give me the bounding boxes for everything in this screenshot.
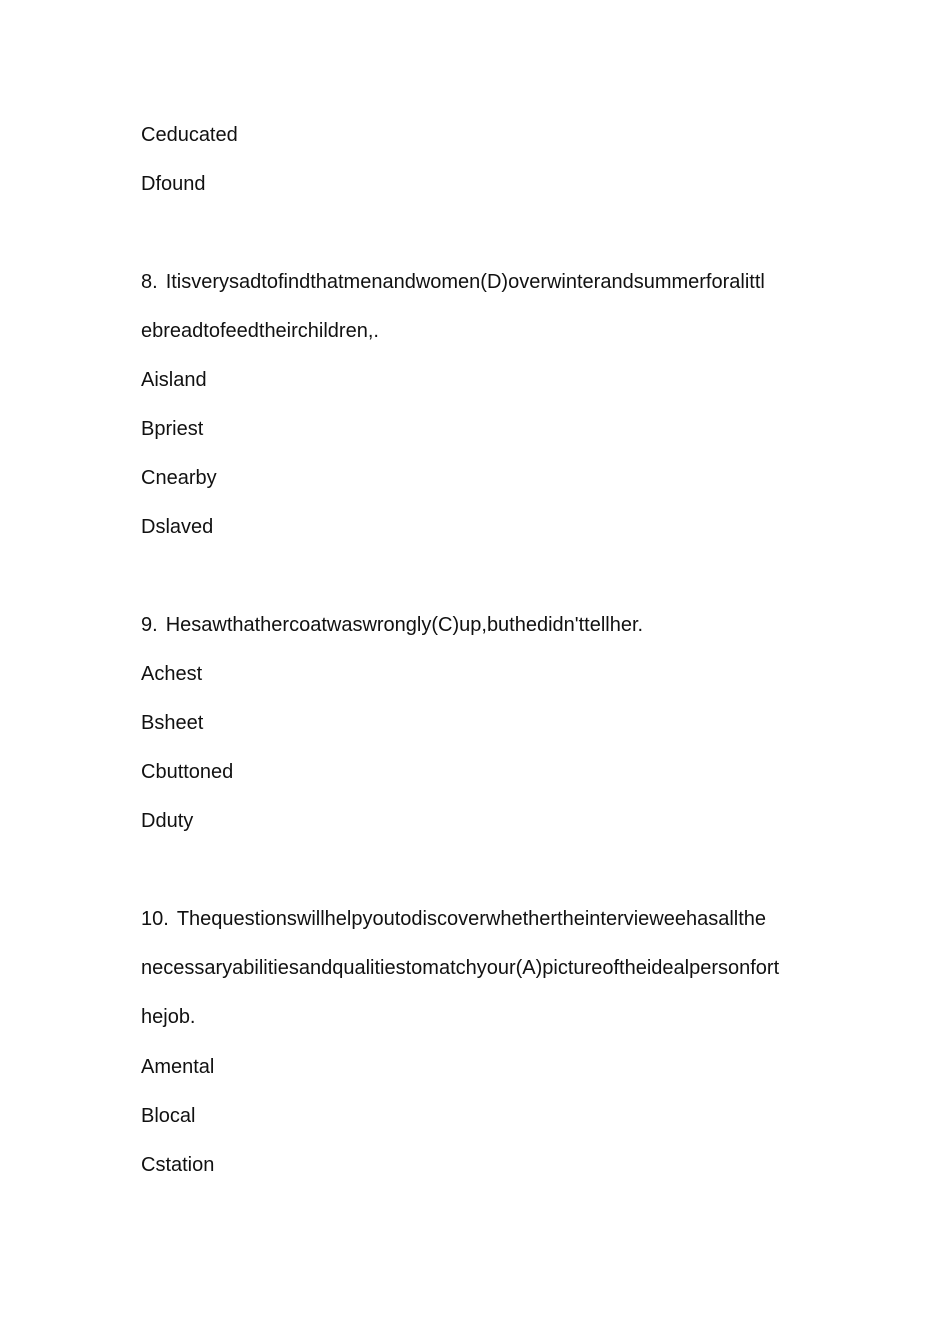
question-8-option-b: Bpriest xyxy=(141,418,204,440)
question-8-option-a: Aisland xyxy=(141,369,207,391)
question-9-stem-line-1 xyxy=(141,613,643,637)
question-8-stem-line-2: ebreadtofeedtheirchildren,. xyxy=(141,320,379,342)
question-9-option-b: Bsheet xyxy=(141,712,204,734)
question-9-option-a: Achest xyxy=(141,663,203,685)
question-10-stem-line-3: hejob. xyxy=(141,1006,196,1028)
question-9-number: 9. xyxy=(141,614,158,636)
question-10-stem-line-1 xyxy=(141,907,766,931)
question-8-option-d: Dslaved xyxy=(141,516,214,538)
question-9-text-1: Hesawthathercoatwaswrongly(C)up,buthedidn'ttellher. xyxy=(165,614,644,636)
question-9-option-c: Cbuttoned xyxy=(141,761,234,783)
question-8-option-c: Cnearby xyxy=(141,467,217,489)
question-10-option-b: Blocal xyxy=(141,1105,196,1127)
question-10-option-c: Cstation xyxy=(141,1154,215,1176)
question-9-option-d: Dduty xyxy=(141,810,194,832)
question-8-text-1: Itisverysadtofindthatmenandwomen(D)overwinterandsummerforalittl xyxy=(165,271,765,293)
question-8-number: 8. xyxy=(141,271,158,293)
option-d-prev: Dfound xyxy=(141,173,206,195)
question-10-text-1: Thequestionswillhelpyoutodiscoverwhetherthe​intervieweehasallthe xyxy=(176,908,767,930)
question-10-number: 10. xyxy=(141,908,169,930)
option-c-prev: Ceducated xyxy=(141,124,238,146)
question-10-stem-line-2: necessaryabilitiesandqualitiestomatchyour(A)pictureoftheidealpersonfort xyxy=(141,957,780,979)
question-8-stem-line-1 xyxy=(141,270,765,294)
question-10-option-a: Amental xyxy=(141,1056,215,1078)
